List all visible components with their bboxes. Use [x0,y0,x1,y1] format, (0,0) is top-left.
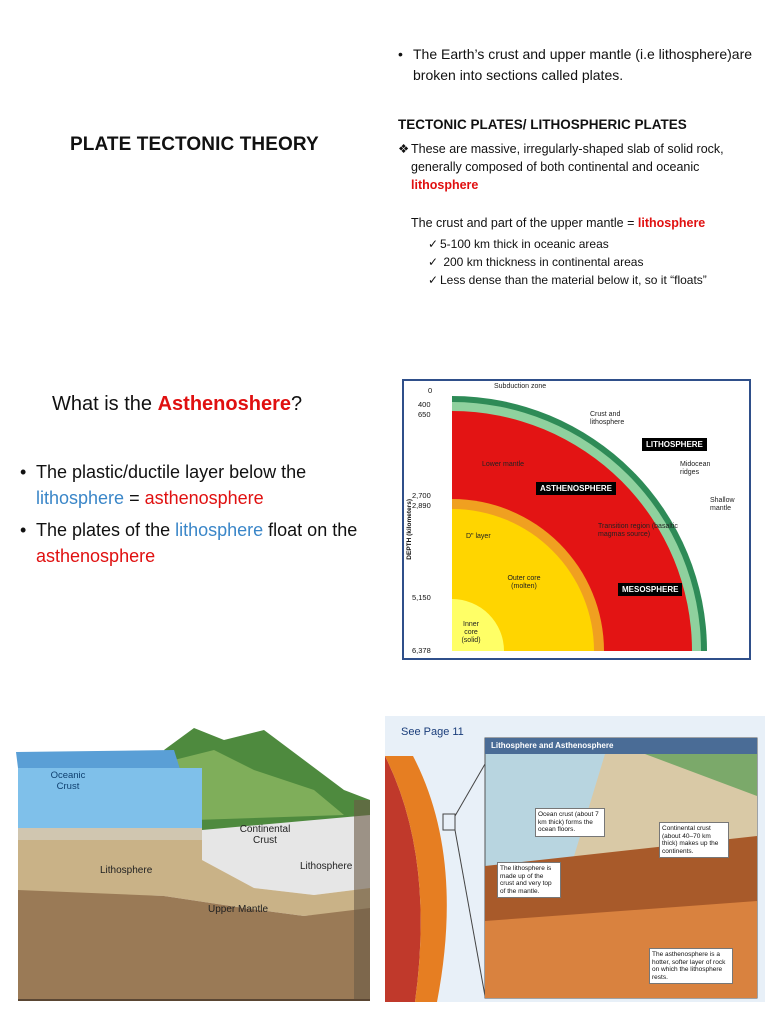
depth-tick: 2,700 [412,491,431,500]
bullet-dot: • [20,462,27,482]
depth-tick: 6,378 [412,646,431,655]
asthenosphere-box: ASTHENOSPHERE [536,482,616,495]
check-item: ✓ 5-100 km thick in oceanic areas [428,237,609,251]
description-text: These are massive, irregularly-shaped slab of solid rock, generally composed of both continental and oceanic lithosphere [411,142,724,192]
transition-label: Transition region (basaltic magmas source) [598,523,678,538]
depth-tick: 0 [428,386,433,395]
depth-tick: 5,150 [412,593,431,602]
continental-crust-note: Continental crust (about 40–70 km thick) makes up the continents. [659,822,729,858]
check-icon: ✓ [428,273,439,287]
textbook-illustration [385,716,765,1002]
check-icon: ✓ [428,255,439,269]
bullet-dot: • [398,46,403,62]
bullet-dot: • [20,520,27,540]
check-item: ✓ Less dense than the material below it, so it “floats” [428,273,707,287]
asthenosphere-note: The asthenosphere is a hotter, softer layer of rock on which the lithosphere rests. [649,948,733,984]
section-heading: TECTONIC PLATES/ LITHOSPHERIC PLATES [398,117,687,132]
mesosphere-box: MESOSPHERE [618,583,682,596]
depth-tick: 650 [418,410,431,419]
lithosphere-block-diagram [14,720,370,1010]
question-heading: What is the Asthenoshere? [52,393,303,415]
lithosphere-box: LITHOSPHERE [642,438,707,451]
midocean-label: Midocean ridges [680,461,711,476]
check-item: ✓ 200 km thickness in continental areas [428,255,644,269]
shallow-mantle-label: Shallow mantle [710,497,735,512]
continental-crust-label: Continental Crust [239,824,291,846]
lithosphere-left-label: Lithosphere [100,865,153,876]
earth-layers-graphic [404,381,749,658]
diamond-bullet-icon: ❖ [398,142,410,156]
bullet-asthenosphere-def: • The plastic/ductile layer below the lithosphere = asthenosphere [20,459,370,511]
depth-tick: 2,890 [412,501,431,510]
lower-mantle-label: Lower mantle [482,461,525,468]
highlight-lithosphere: lithosphere [411,178,479,192]
depth-tick: 400 [418,400,431,409]
ocean-crust-note: Ocean crust (about 7 km thick) forms the ocean floors. [535,808,605,837]
crust-definition [411,216,705,230]
lithosphere-note: The lithosphere is made up of the crust and very top of the mantle. [497,862,561,898]
inset-title: Lithosphere and Asthenosphere [491,741,614,750]
earth-layers-diagram [402,379,751,660]
intro-text: The Earth’s crust and upper mantle (i.e lithosphere)are broken into sections called plates. [413,46,753,83]
check-icon: ✓ [428,237,439,251]
crust-highlight: lithosphere [637,216,706,230]
inner-core-label: Inner core (solid) [461,621,481,644]
depth-axis-label: DEPTH (kilometers) [406,499,413,560]
crust-line: The crust and part of the upper mantle = [411,216,635,230]
outer-core-label: Outer core (molten) [507,575,541,590]
description-bullet [398,140,758,194]
slide-title: PLATE TECTONIC THEORY [70,134,319,155]
bullet-plates-float: • The plates of the lithosphere float on the asthenosphere [20,517,370,569]
upper-mantle-label: Upper Mantle [208,904,269,915]
lithosphere-right-label: Lithosphere [300,861,353,872]
oceanic-crust-label: Oceanic Crust [50,770,86,792]
see-page-link: See Page 11 [401,726,464,738]
subduction-label: Subduction zone [494,383,547,390]
intro-bullet [398,44,758,86]
crust-lithosphere-label: Crust and lithosphere [590,411,625,426]
d-layer-label: D" layer [466,533,491,540]
